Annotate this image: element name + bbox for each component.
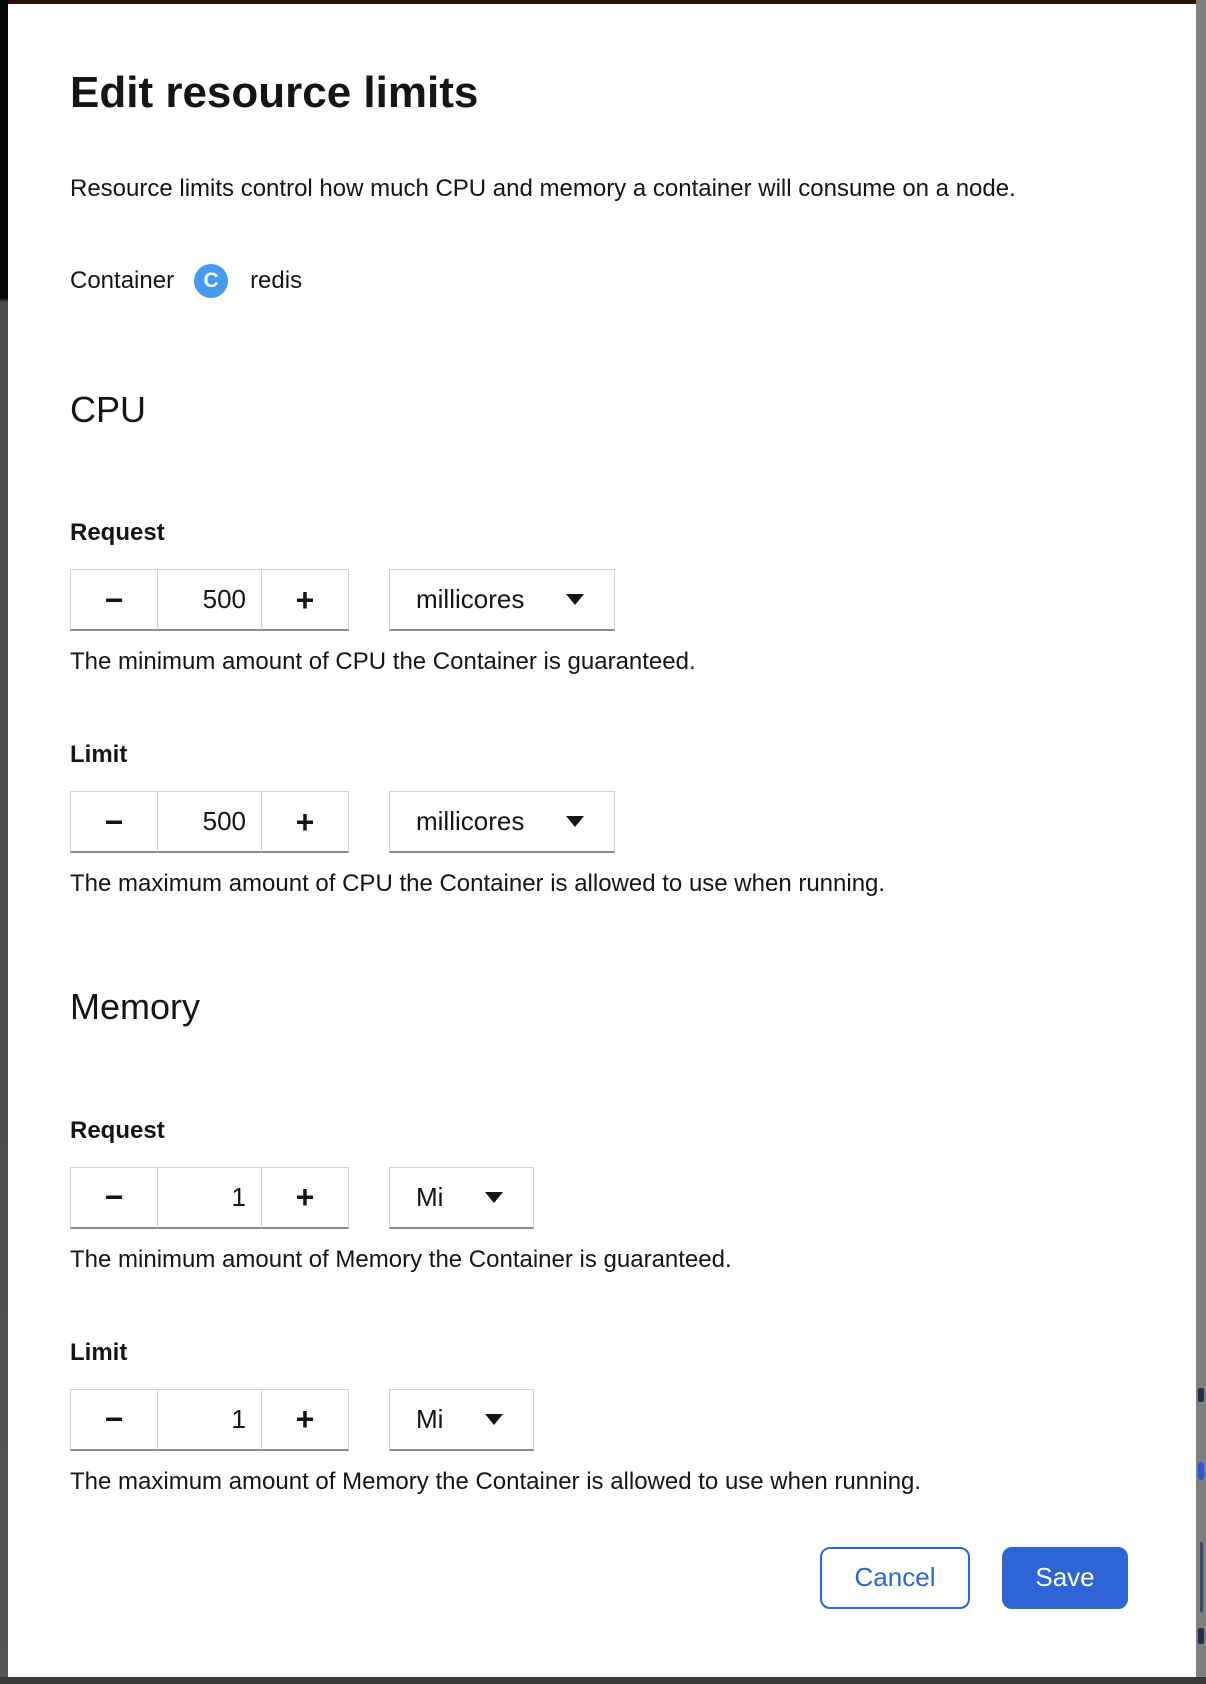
cpu-request-help-text: The minimum amount of CPU the Container is guaranteed. xyxy=(70,648,696,676)
page-edge-right xyxy=(1196,0,1206,1684)
memory-request-increment-button[interactable] xyxy=(261,1167,349,1229)
cpu-limit-value-input[interactable] xyxy=(157,791,262,853)
cpu-limit-increment-button[interactable] xyxy=(261,791,349,853)
memory-limit-help-text: The maximum amount of Memory the Container is allowed to use when running. xyxy=(70,1467,922,1495)
cpu-request-label: Request xyxy=(70,519,165,547)
memory-limit-unit-dropdown[interactable] xyxy=(389,1389,534,1451)
background-text-fragment xyxy=(1198,1462,1204,1480)
plus-icon: + xyxy=(295,581,315,618)
memory-request-unit-dropdown[interactable] xyxy=(389,1167,534,1229)
cpu-request-increment-button[interactable] xyxy=(261,569,349,631)
modal-title: Edit resource limits xyxy=(70,68,479,117)
cancel-button[interactable]: Cancel xyxy=(820,1547,970,1609)
memory-limit-label: Limit xyxy=(70,1338,128,1366)
cpu-limit-controls xyxy=(70,791,1196,853)
page-edge-left xyxy=(0,0,8,1684)
memory-limit-number-spinner xyxy=(70,1389,349,1451)
memory-limit-value-input[interactable] xyxy=(157,1389,262,1451)
minus-icon: − xyxy=(104,581,124,618)
plus-icon: + xyxy=(295,1401,315,1438)
caret-down-icon xyxy=(566,816,584,827)
save-button[interactable]: Save xyxy=(1002,1547,1128,1609)
memory-request-help-text: The minimum amount of Memory the Container is guaranteed. xyxy=(70,1245,732,1273)
plus-icon: + xyxy=(295,803,315,840)
memory-request-number-spinner xyxy=(70,1167,349,1229)
cpu-request-unit-value: millicores xyxy=(416,584,525,615)
caret-down-icon xyxy=(566,594,584,605)
memory-limit-unit-value: Mi xyxy=(416,1403,444,1434)
cpu-request-unit-dropdown[interactable] xyxy=(389,569,615,631)
background-text-fragment xyxy=(1198,1388,1204,1402)
minus-icon: − xyxy=(104,803,124,840)
cpu-limit-help-text: The maximum amount of CPU the Container is allowed to use when running. xyxy=(70,870,886,898)
cpu-limit-number-spinner xyxy=(70,791,349,853)
cpu-limit-label: Limit xyxy=(70,741,128,769)
cpu-limit-unit-value: millicores xyxy=(416,806,525,837)
memory-limit-increment-button[interactable] xyxy=(261,1389,349,1451)
memory-request-unit-value: Mi xyxy=(416,1181,444,1212)
container-name: redis xyxy=(250,266,303,294)
page-edge-bottom xyxy=(0,1677,1206,1684)
cpu-limit-decrement-button[interactable] xyxy=(70,791,158,853)
memory-request-label: Request xyxy=(70,1116,165,1144)
cpu-request-decrement-button[interactable] xyxy=(70,569,158,631)
plus-icon: + xyxy=(295,1179,315,1216)
memory-request-decrement-button[interactable] xyxy=(70,1167,158,1229)
background-text-fragment xyxy=(1198,1628,1204,1644)
section-heading-cpu: CPU xyxy=(70,388,147,430)
memory-request-controls xyxy=(70,1167,1196,1229)
modal-footer xyxy=(70,1547,1196,1609)
caret-down-icon xyxy=(485,1192,503,1203)
background-text-fragment xyxy=(1200,1542,1203,1612)
section-heading-memory: Memory xyxy=(70,986,201,1028)
container-row xyxy=(70,264,1196,298)
caret-down-icon xyxy=(485,1414,503,1425)
cpu-request-number-spinner xyxy=(70,569,349,631)
memory-request-value-input[interactable] xyxy=(157,1167,262,1229)
cpu-limit-unit-dropdown[interactable] xyxy=(389,791,615,853)
edit-resource-limits-modal xyxy=(8,4,1196,1677)
minus-icon: − xyxy=(104,1179,124,1216)
container-label: Container xyxy=(70,266,175,294)
cpu-request-controls xyxy=(70,569,1196,631)
memory-limit-controls xyxy=(70,1389,1196,1451)
cpu-request-value-input[interactable] xyxy=(157,569,262,631)
modal-description: Resource limits control how much CPU and memory a container will consume on a node. xyxy=(70,174,1016,202)
minus-icon: − xyxy=(104,1401,124,1438)
container-resource-icon: C xyxy=(194,264,228,298)
memory-limit-decrement-button[interactable] xyxy=(70,1389,158,1451)
